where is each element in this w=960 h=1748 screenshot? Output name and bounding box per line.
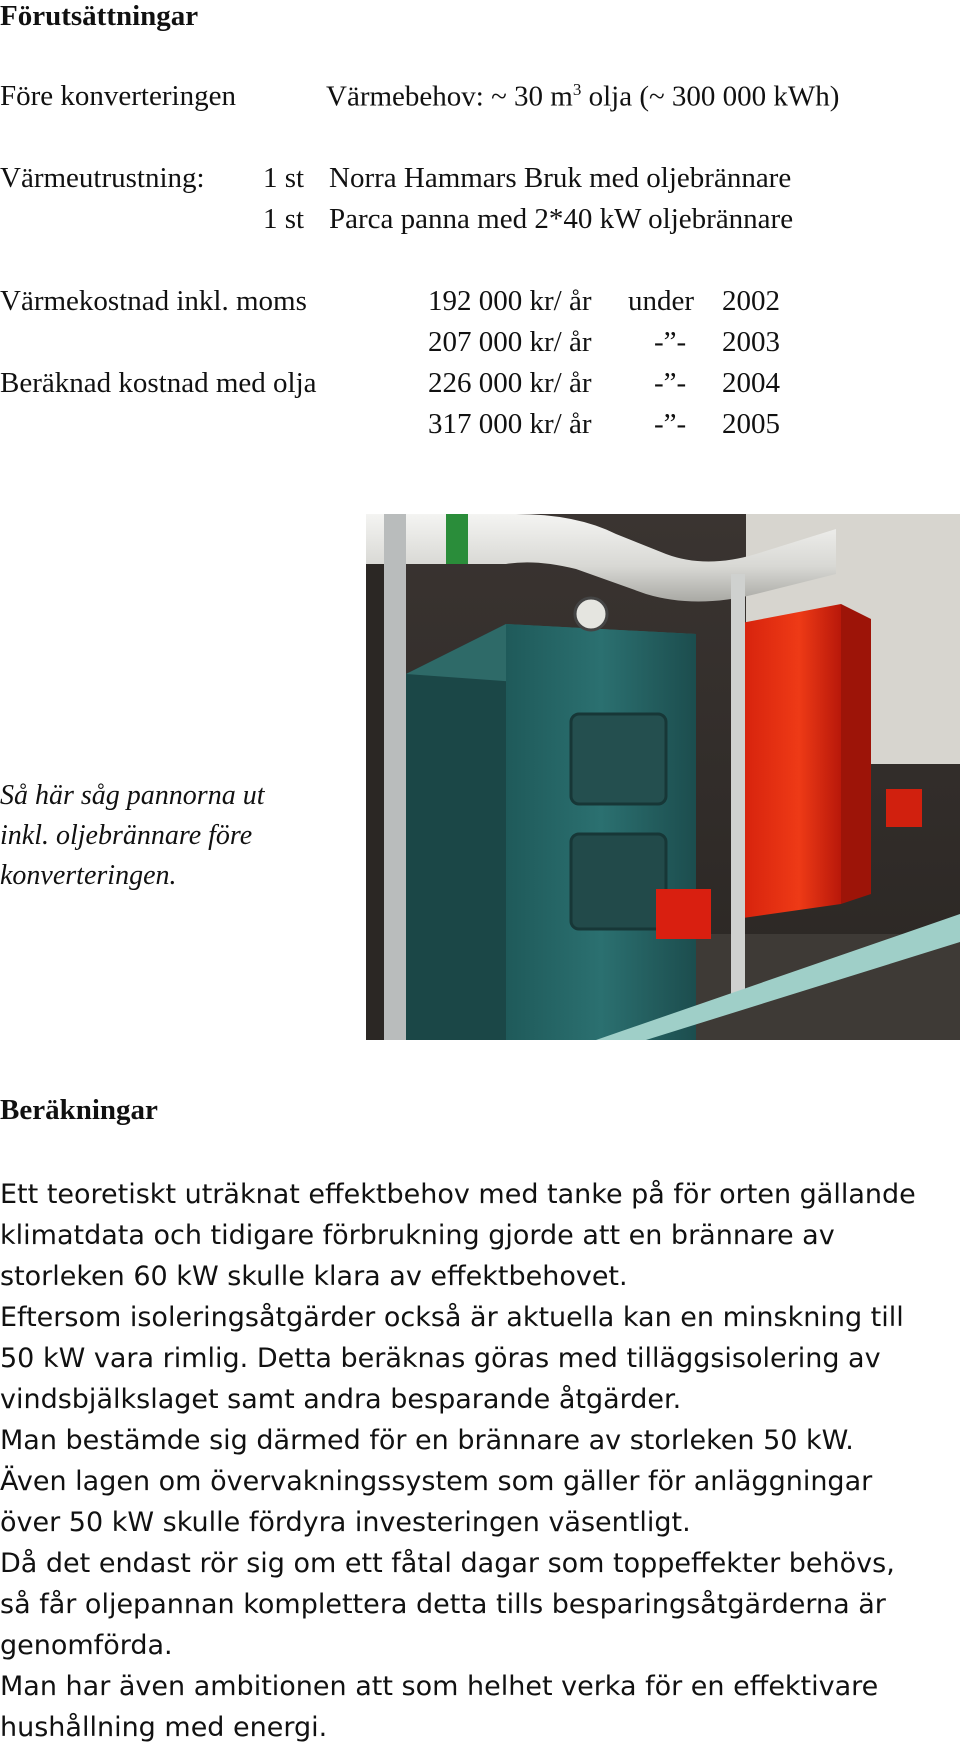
heat-demand <box>326 80 839 114</box>
before-label: Före konverteringen <box>0 80 236 112</box>
paragraph-line: storleken 60 kW skulle klara av effektbehovet. <box>0 1261 628 1292</box>
equipment-label: Värmeutrustning: <box>0 162 205 194</box>
cost-year-2004: 2004 <box>722 367 780 399</box>
photo-caption-line-2: inkl. oljebrännare före <box>0 820 253 851</box>
cost-amount-2003: 207 000 kr/ år <box>428 326 592 358</box>
paragraph-line: klimatdata och tidigare förbrukning gjorde att en brännare av <box>0 1220 835 1251</box>
paragraph-line: genomförda. <box>0 1630 173 1661</box>
cost-year-2003: 2003 <box>722 326 780 358</box>
cost-ditto-2002: under <box>628 285 695 317</box>
cost-year-2002: 2002 <box>722 285 780 317</box>
heading-forutsattningar: Förutsättningar <box>0 0 199 32</box>
cost-amount-2002: 192 000 kr/ år <box>428 285 592 317</box>
paragraph-line: 50 kW vara rimlig. Detta beräknas göras med tilläggsisolering av <box>0 1343 881 1374</box>
vertical-pipe-left <box>384 514 406 1040</box>
pipe-green-band <box>446 514 468 564</box>
pressure-gauge <box>575 598 607 630</box>
photo-caption-line-1: Så här såg pannorna ut <box>0 780 265 811</box>
heat-demand-suffix: olja (~ 300 000 kWh) <box>581 80 840 113</box>
cost-ditto-2004: -”- <box>654 367 687 399</box>
calculations-paragraph <box>0 1174 916 1748</box>
red-burner-left <box>656 889 711 939</box>
heat-demand-prefix: Värmebehov: ~ 30 m <box>326 80 573 113</box>
cost-ditto-2003: -”- <box>654 326 687 358</box>
cost-year-2005: 2005 <box>722 408 780 440</box>
paragraph-line: Man bestämde sig därmed för en brännare av storleken 50 kW. <box>0 1425 854 1456</box>
cost-label-inkl-moms: Värmekostnad inkl. moms <box>0 285 307 317</box>
photo-caption-line-3: konverteringen. <box>0 860 177 891</box>
boiler-door-upper <box>571 714 666 804</box>
paragraph-line: över 50 kW skulle fördyra investeringen väsentligt. <box>0 1507 691 1538</box>
paragraph-line: Man har även ambitionen att som helhet verka för en effektivare <box>0 1671 879 1702</box>
photo-caption <box>0 776 340 896</box>
equipment-qty-1: 1 st <box>263 162 305 194</box>
cost-amount-2005: 317 000 kr/ år <box>428 408 592 440</box>
red-boiler-front <box>736 604 841 919</box>
equipment-desc-1: Norra Hammars Bruk med oljebrännare <box>329 162 792 194</box>
heat-demand-sup: 3 <box>572 80 582 99</box>
paragraph-line: Ett teoretiskt uträknat effektbehov med tanke på för orten gällande <box>0 1179 916 1210</box>
paragraph-line: Då det endast rör sig om ett fåtal dagar som toppeffekter behövs, <box>0 1548 895 1579</box>
heading-berakningar: Beräkningar <box>0 1094 158 1126</box>
paragraph-line: hushållning med energi. <box>0 1712 328 1743</box>
cost-label-olja: Beräknad kostnad med olja <box>0 367 317 399</box>
teal-boiler-front <box>506 624 696 1040</box>
cost-amount-2004: 226 000 kr/ år <box>428 367 592 399</box>
equipment-qty-2: 1 st <box>263 203 305 235</box>
boiler-door-lower <box>571 834 666 929</box>
red-boiler-side <box>841 604 871 904</box>
paragraph-line: Eftersom isoleringsåtgärder också är aktuella kan en minskning till <box>0 1302 904 1333</box>
paragraph-line: så får oljepannan komplettera detta tills besparingsåtgärderna är <box>0 1589 886 1620</box>
cost-ditto-2005: -”- <box>654 408 687 440</box>
boiler-room-photo <box>366 514 960 1040</box>
red-burner-right <box>886 789 922 827</box>
equipment-desc-2: Parca panna med 2*40 kW oljebrännare <box>329 203 794 235</box>
vertical-pipe-right <box>731 574 745 1004</box>
teal-boiler-side <box>406 624 506 1040</box>
paragraph-line: Även lagen om övervakningssystem som gäller för anläggningar <box>0 1466 873 1497</box>
paragraph-line: vindsbjälkslaget samt andra besparande åtgärder. <box>0 1384 682 1415</box>
